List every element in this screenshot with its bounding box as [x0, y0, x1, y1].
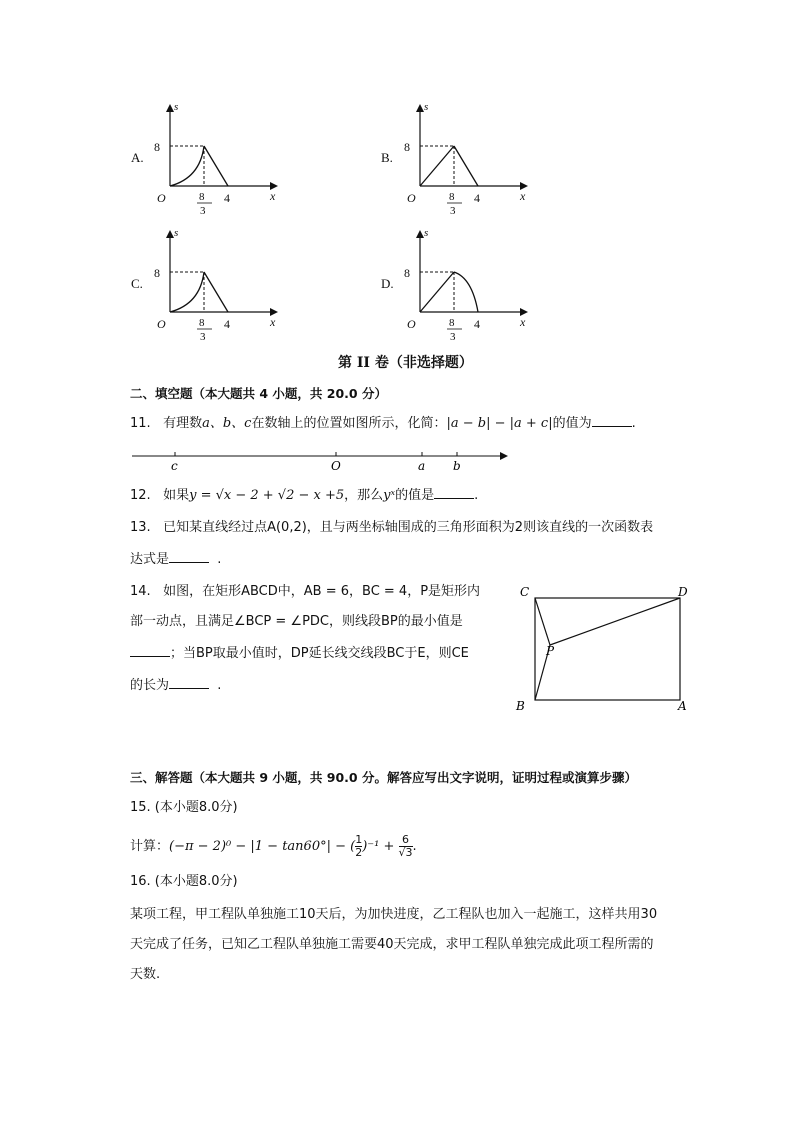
- q15-frac1: $\frac{1}{2}$: [355, 833, 363, 859]
- q15-expr: (−π − 2)⁰ − |1 − tan60°| − (: [169, 839, 356, 854]
- origin-label: O: [157, 317, 166, 331]
- graph-fall-segment: [454, 146, 478, 186]
- x-tick-4: 4: [474, 317, 480, 331]
- question-13: [130, 518, 653, 538]
- question-11: 11. 有理数a、b、c在数轴上的位置如图所示，化简：|a − b| − |a + c|的值为 .: [130, 416, 636, 431]
- q16-line2: 天完成了任务，已知乙工程队单独施工需要40天完成，求甲工程队单独完成此项工程所需的: [130, 937, 654, 952]
- q13-line1: 已知某直线经过点A(0,2)，且与两坐标轴围成的三角形面积为2则该直线的一次函数表: [163, 520, 654, 535]
- question-13-cont: 达式是 .: [130, 552, 222, 567]
- q11-text3: 的值为: [552, 416, 592, 431]
- x-tick-frac-den: 3: [450, 331, 456, 342]
- axis-label-x: x: [520, 315, 526, 329]
- x-tick-frac-den: 3: [450, 205, 456, 216]
- q15-body: 计算：(−π − 2)⁰ − |1 − tan60°| − ( $\frac{1}{2}$ )⁻¹ + $\frac{6}{√3}$ .: [130, 833, 417, 859]
- x-tick-4: 4: [474, 191, 480, 205]
- x-tick-frac-num: 8: [449, 191, 455, 203]
- q14-blank2[interactable]: [169, 676, 209, 689]
- option-b-label: B.: [381, 150, 393, 165]
- graph-rise-segment: [420, 146, 454, 186]
- rectangle-figure: [512, 580, 702, 715]
- q16-line1: 某项工程，甲工程队单独施工10天后，为加快进度，乙工程队也加入一起施工，这样共用30: [130, 907, 658, 922]
- graph-option-b: [402, 96, 532, 216]
- q16-line3: 天数.: [130, 967, 161, 982]
- y-tick-8: 8: [154, 140, 160, 154]
- graph-option-c: [152, 222, 282, 342]
- graph-rise-segment: [170, 272, 204, 312]
- numberline-b: b: [453, 459, 461, 473]
- label-a: A: [678, 699, 687, 713]
- q16-title: 16. (本小题8.0分): [130, 874, 238, 889]
- q11-text2: 在数轴上的位置如图所示，化简：: [251, 416, 447, 431]
- axis-label-s: s: [174, 101, 179, 113]
- q14-line3: ；当BP取最小值时，DP延长线交线段BC于E，则CE: [170, 646, 469, 661]
- q15-title: 15. (本小题8.0分): [130, 800, 238, 815]
- numberline-a: a: [418, 459, 426, 473]
- question-14: [130, 582, 480, 602]
- graph-fall-segment: [204, 146, 228, 186]
- axis-label-s: s: [424, 101, 429, 113]
- section-title: 第 II 卷（非选择题）: [338, 355, 473, 371]
- q11-number: 11.: [130, 416, 151, 431]
- graph-rise-segment: [420, 272, 454, 312]
- q11-blank[interactable]: [592, 414, 632, 427]
- axis-label-s: s: [174, 227, 179, 239]
- graph-fall-segment: [454, 272, 478, 312]
- q12-expr2: yˣ: [383, 488, 396, 503]
- graph-rise-segment: [170, 146, 204, 186]
- q12-blank[interactable]: [434, 486, 474, 499]
- x-tick-frac-den: 3: [200, 205, 206, 216]
- q11-vars: a、b、c: [202, 416, 252, 431]
- origin-label: O: [157, 191, 166, 205]
- origin-label: O: [407, 191, 416, 205]
- q11-text: 有理数: [163, 416, 203, 431]
- graph-fall-segment: [204, 272, 228, 312]
- q14-line4-row: 的长为 .: [130, 678, 222, 693]
- x-tick-frac-num: 8: [199, 317, 205, 329]
- label-b: B: [516, 699, 525, 713]
- numberline-c: c: [171, 459, 178, 473]
- x-tick-4: 4: [224, 317, 230, 331]
- axis-label-x: x: [520, 189, 526, 203]
- label-c: C: [520, 585, 530, 599]
- x-tick-4: 4: [224, 191, 230, 205]
- q13-number: 13.: [130, 520, 151, 535]
- question-12: 12. 如果y = √x − 2 + √2 − x +5，那么yˣ的值是 .: [130, 488, 479, 503]
- label-p: P: [546, 644, 555, 658]
- y-tick-8: 8: [404, 266, 410, 280]
- x-tick-frac-num: 8: [199, 191, 205, 203]
- q14-number: 14.: [130, 584, 151, 599]
- q14-line2: 部一动点，且满足∠BCP = ∠PDC，则线段BP的最小值是: [130, 614, 463, 629]
- numberline-o: O: [331, 459, 341, 473]
- axis-label-x: x: [270, 189, 276, 203]
- option-d-label: D.: [381, 276, 394, 291]
- q14-line3-row: [130, 644, 469, 664]
- label-d: D: [678, 585, 688, 599]
- part3-heading: 三、解答题（本大题共 9 小题，共 90.0 分。解答应写出文字说明，证明过程或演算步骤）: [130, 770, 637, 785]
- q11-expr: |a − b| − |a + c|: [446, 416, 553, 431]
- origin-label: O: [407, 317, 416, 331]
- axis-label-x: x: [270, 315, 276, 329]
- number-line: [130, 446, 520, 476]
- q14-blank1[interactable]: [130, 644, 170, 657]
- q12-expr: y = √x − 2 + √2 − x +5: [189, 488, 345, 503]
- graph-option-a: [152, 96, 282, 216]
- x-tick-frac-den: 3: [200, 331, 206, 342]
- y-tick-8: 8: [154, 266, 160, 280]
- option-a-label: A.: [131, 150, 144, 165]
- q13-line2: 达式是: [130, 552, 170, 567]
- q16-body: [130, 900, 730, 990]
- q15-frac2: $\frac{6}{√3}$: [398, 833, 413, 859]
- q14-line4: 的长为: [130, 678, 170, 693]
- option-c-label: C.: [131, 276, 143, 291]
- q12-number: 12.: [130, 488, 151, 503]
- part2-heading: 二、填空题（本大题共 4 小题，共 20.0 分）: [130, 386, 387, 401]
- graph-option-d: [402, 222, 532, 342]
- y-tick-8: 8: [404, 140, 410, 154]
- q13-blank[interactable]: [169, 550, 209, 563]
- q14-line1: 如图，在矩形ABCD中，AB = 6，BC = 4，P是矩形内: [163, 584, 481, 599]
- q15-expr2: )⁻¹ +: [362, 839, 395, 854]
- axis-label-s: s: [424, 227, 429, 239]
- x-tick-frac-num: 8: [449, 317, 455, 329]
